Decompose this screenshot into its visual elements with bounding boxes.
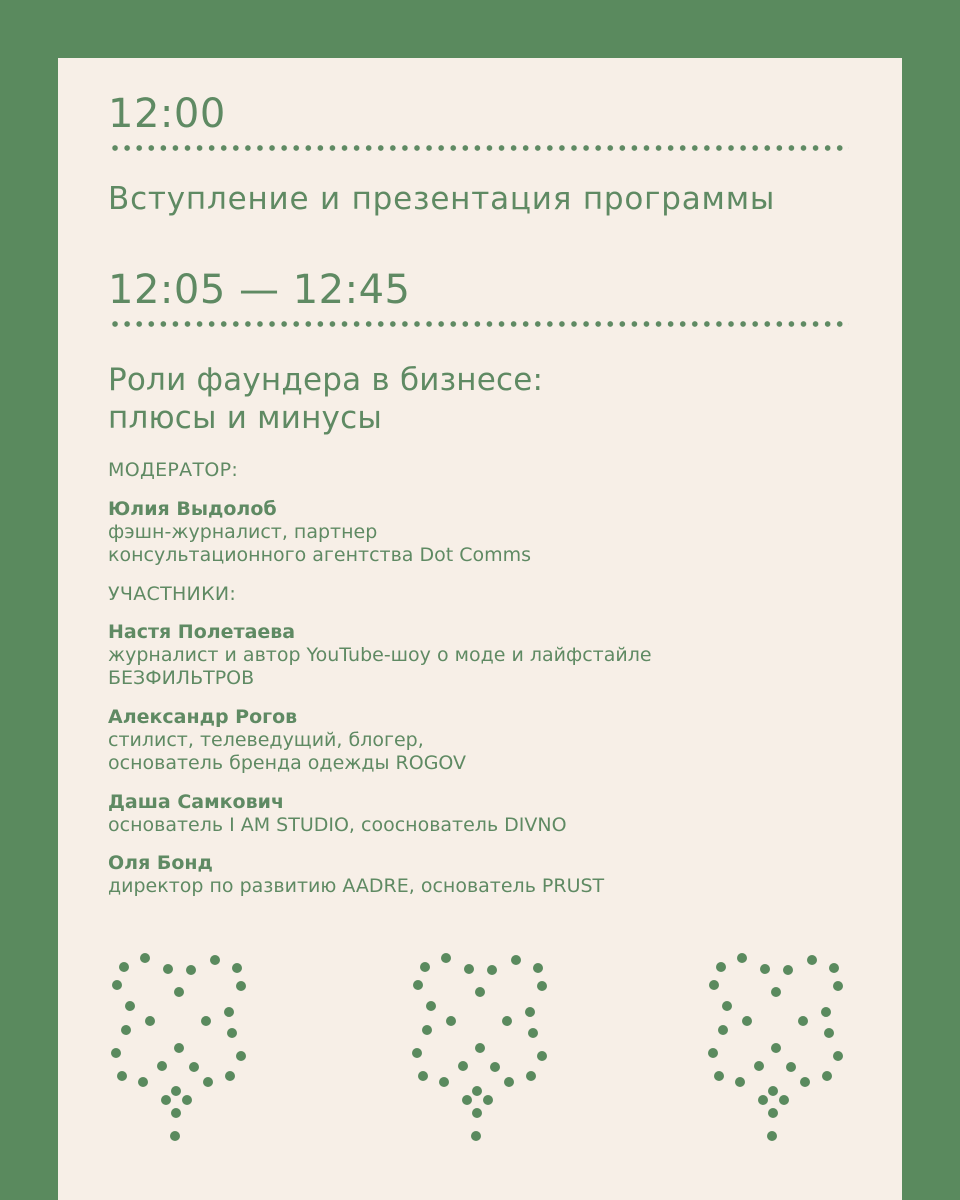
slot-title-intro: Вступление и презентация программы	[108, 181, 776, 217]
participants-label: УЧАСТНИКИ:	[108, 583, 237, 605]
person-name: Оля Бонд	[108, 852, 213, 874]
dotted-tree-icon	[708, 953, 843, 1141]
slot-time-1205: 12:05 — 12:45	[108, 267, 411, 313]
person-name: Настя Полетаева	[108, 621, 296, 643]
person-role-line-1: стилист, телеведущий, блогер,	[108, 729, 424, 751]
person-role-line-1: журналист и автор YouTube-шоу о моде и лайфстайле	[108, 644, 652, 666]
session-title-line-1: Роли фаундера в бизнесе:	[108, 362, 544, 398]
dotted-tree-icon	[412, 953, 547, 1141]
person-role-line-2: консультационного агентства Dot Comms	[108, 544, 532, 566]
person-role-line-2: БЕЗФИЛЬТРОВ	[108, 667, 255, 689]
dotted-tree-icon	[111, 953, 246, 1141]
person-role-line-1: директор по развитию AADRE, основатель PRUST	[108, 875, 605, 897]
person-role-line-1: основатель I AM STUDIO, сооснователь DIVNO	[108, 814, 567, 836]
person-name: Даша Самкович	[108, 791, 284, 813]
moderator-label: МОДЕРАТОР:	[108, 459, 239, 481]
person-name: Юлия Выдолоб	[108, 498, 277, 520]
slot-time-1200: 12:00	[108, 91, 226, 137]
person-role-line-1: фэшн-журналист, партнер	[108, 521, 378, 543]
person-role-line-2: основатель бренда одежды ROGOV	[108, 752, 467, 774]
session-title-line-2: плюсы и минусы	[108, 400, 383, 436]
person-name: Александр Рогов	[108, 706, 298, 728]
